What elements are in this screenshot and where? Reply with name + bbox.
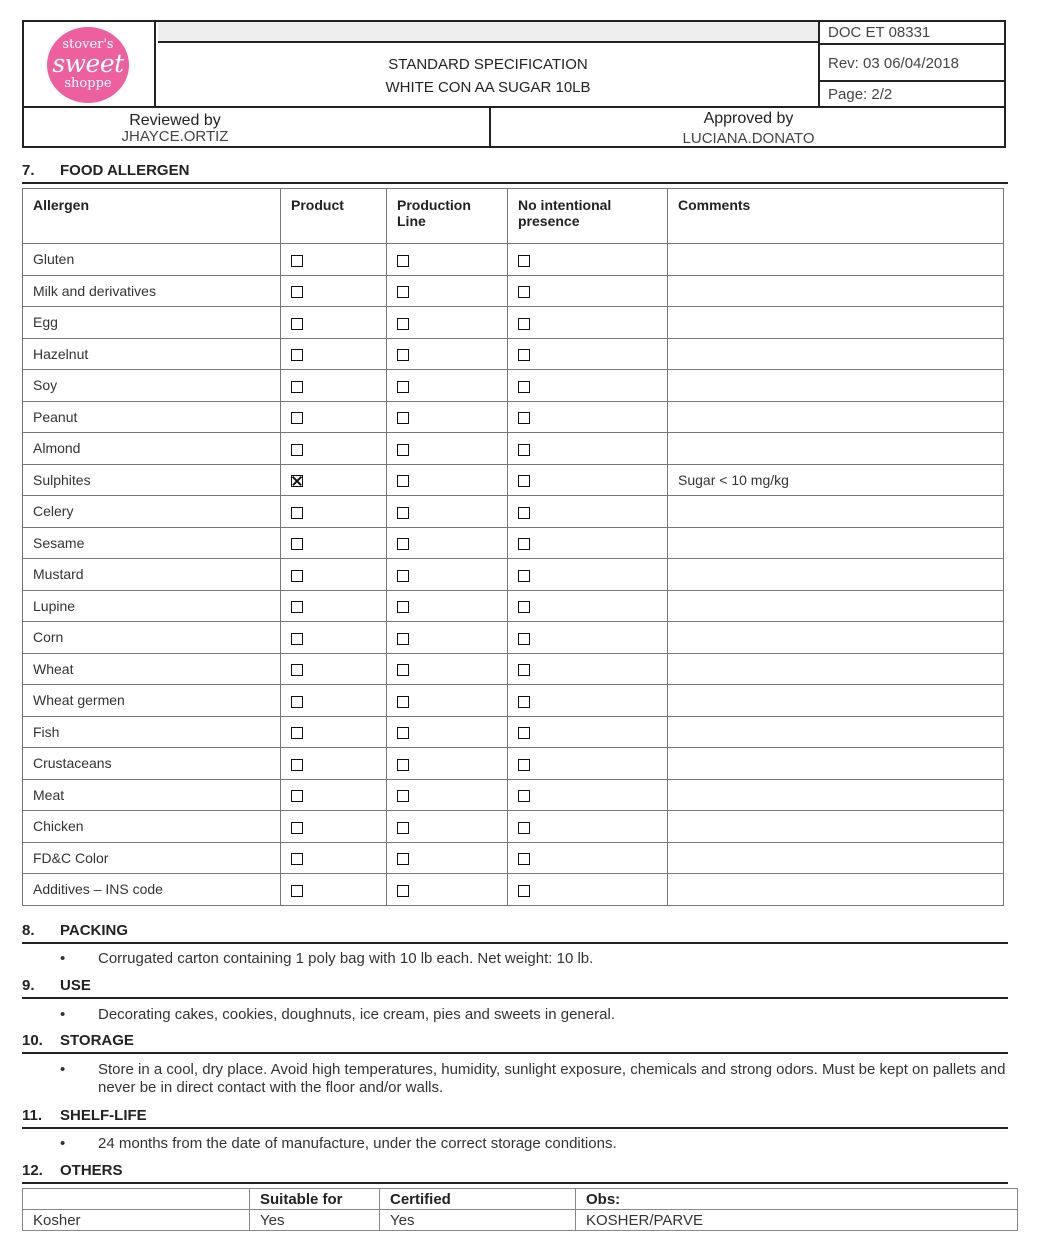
- company-logo: [47, 27, 129, 103]
- allergen-name: Hazelnut: [23, 338, 281, 370]
- others-cell-certified: Yes: [380, 1210, 576, 1231]
- allergen-row: [23, 559, 1004, 591]
- section-number: 9.: [22, 977, 35, 994]
- section-title: PACKING: [60, 922, 129, 939]
- section-storage: [22, 1030, 1008, 1054]
- allergen-line-checkbox[interactable]: [397, 853, 409, 865]
- allergen-name: Corn: [23, 622, 281, 654]
- section-number: 7.: [22, 162, 35, 179]
- allergen-product-cell: [281, 338, 387, 370]
- allergen-line-checkbox[interactable]: [397, 727, 409, 739]
- allergen-none-checkbox[interactable]: [518, 853, 530, 865]
- allergen-product-checkbox[interactable]: [291, 349, 303, 361]
- section-food-allergen: [22, 160, 1008, 184]
- section-title: FOOD ALLERGEN: [60, 162, 190, 179]
- allergen-line-checkbox[interactable]: [397, 664, 409, 676]
- allergen-none-cell: [508, 527, 668, 559]
- section-number: 11.: [22, 1107, 43, 1124]
- allergen-name: Lupine: [23, 590, 281, 622]
- allergen-line-checkbox[interactable]: [397, 286, 409, 298]
- allergen-none-checkbox[interactable]: [518, 822, 530, 834]
- allergen-name: Peanut: [23, 401, 281, 433]
- allergen-line-cell: [387, 653, 508, 685]
- logo-line-1: stover's: [62, 37, 114, 52]
- allergen-none-cell: [508, 401, 668, 433]
- allergen-none-cell: [508, 779, 668, 811]
- allergen-comment: [668, 307, 1004, 339]
- logo-line-2: sweet: [52, 49, 124, 78]
- allergen-product-checkbox[interactable]: [291, 633, 303, 645]
- allergen-name: Mustard: [23, 559, 281, 591]
- others-col-certified: Certified: [380, 1189, 576, 1210]
- allergen-line-checkbox[interactable]: [397, 444, 409, 456]
- allergen-row: [23, 275, 1004, 307]
- allergen-name: Milk and derivatives: [23, 275, 281, 307]
- allergen-line-checkbox[interactable]: [397, 349, 409, 361]
- allergen-name: Wheat germen: [23, 685, 281, 717]
- allergen-comment: [668, 559, 1004, 591]
- allergen-comment: [668, 401, 1004, 433]
- allergen-none-cell: [508, 433, 668, 465]
- allergen-none-checkbox[interactable]: [518, 318, 530, 330]
- others-col-obs: Obs:: [576, 1189, 1018, 1210]
- allergen-comment: Sugar < 10 mg/kg: [668, 464, 1004, 496]
- allergen-none-cell: [508, 685, 668, 717]
- allergen-row: [23, 464, 1004, 496]
- allergen-line-checkbox[interactable]: [397, 507, 409, 519]
- allergen-name: FD&C Color: [23, 842, 281, 874]
- bullet-symbol: •: [60, 1061, 66, 1078]
- allergen-none-checkbox[interactable]: [518, 601, 530, 613]
- shelf-life-bullet: [0, 1135, 1040, 1155]
- allergen-line-checkbox[interactable]: [397, 601, 409, 613]
- allergen-product-checkbox[interactable]: [291, 286, 303, 298]
- bullet-symbol: •: [60, 950, 66, 967]
- allergen-product-cell: [281, 559, 387, 591]
- approved-by-value: LUCIANA.DONATO: [682, 130, 815, 147]
- allergen-none-checkbox[interactable]: [518, 475, 530, 487]
- allergen-none-cell: [508, 842, 668, 874]
- allergen-product-checkbox[interactable]: [291, 696, 303, 708]
- allergen-row: [23, 779, 1004, 811]
- allergen-comment: [668, 811, 1004, 843]
- allergen-product-checkbox[interactable]: [291, 381, 303, 393]
- product-title: WHITE CON AA SUGAR 10LB: [385, 79, 591, 96]
- others-cell-obs: KOSHER/PARVE: [576, 1210, 1018, 1231]
- allergen-product-checkbox[interactable]: [291, 507, 303, 519]
- allergen-name: Egg: [23, 307, 281, 339]
- allergen-none-cell: [508, 590, 668, 622]
- allergen-table-header: [23, 189, 1004, 244]
- col-allergen: Allergen: [23, 189, 281, 244]
- allergen-none-cell: [508, 307, 668, 339]
- allergen-product-cell: [281, 370, 387, 402]
- allergen-row: [23, 590, 1004, 622]
- allergen-name: Almond: [23, 433, 281, 465]
- allergen-none-checkbox[interactable]: [518, 444, 530, 456]
- col-no-intentional-presence: No intentional presence: [508, 189, 668, 244]
- packing-bullet: [0, 950, 1040, 970]
- page-number: Page: 2/2: [828, 86, 893, 103]
- allergen-product-checkbox[interactable]: [291, 444, 303, 456]
- allergen-product-cell: [281, 590, 387, 622]
- section-number: 12.: [22, 1162, 43, 1179]
- allergen-product-checkbox[interactable]: [291, 475, 303, 487]
- allergen-comment: [668, 244, 1004, 276]
- allergen-none-checkbox[interactable]: [518, 664, 530, 676]
- allergen-line-checkbox[interactable]: [397, 696, 409, 708]
- allergen-row: [23, 716, 1004, 748]
- section-shelf-life: [22, 1105, 1008, 1129]
- allergen-row: [23, 874, 1004, 906]
- others-cell-type: Kosher: [23, 1210, 250, 1231]
- allergen-none-checkbox[interactable]: [518, 790, 530, 802]
- section-number: 10.: [22, 1032, 43, 1049]
- others-table-header: [23, 1189, 1018, 1210]
- allergen-line-checkbox[interactable]: [397, 381, 409, 393]
- allergen-product-cell: [281, 496, 387, 528]
- packing-text: Corrugated carton containing 1 poly bag with 10 lb each. Net weight: 10 lb.: [98, 950, 594, 967]
- allergen-row: [23, 685, 1004, 717]
- storage-bullet: [0, 1061, 1040, 1101]
- allergen-line-cell: [387, 622, 508, 654]
- allergen-comment: [668, 496, 1004, 528]
- approved-by-label: Approved by: [703, 110, 794, 127]
- allergen-name: Crustaceans: [23, 748, 281, 780]
- allergen-none-cell: [508, 244, 668, 276]
- bullet-symbol: •: [60, 1135, 66, 1152]
- allergen-product-checkbox[interactable]: [291, 885, 303, 897]
- allergen-line-checkbox[interactable]: [397, 255, 409, 267]
- allergen-none-checkbox[interactable]: [518, 255, 530, 267]
- col-product: Product: [281, 189, 387, 244]
- allergen-none-checkbox[interactable]: [518, 633, 530, 645]
- allergen-row: [23, 401, 1004, 433]
- allergen-none-checkbox[interactable]: [518, 381, 530, 393]
- allergen-product-cell: [281, 779, 387, 811]
- header-shade-bar: [158, 22, 818, 43]
- bullet-symbol: •: [60, 1006, 66, 1023]
- allergen-product-cell: [281, 401, 387, 433]
- allergen-product-checkbox[interactable]: [291, 412, 303, 424]
- allergen-none-checkbox[interactable]: [518, 349, 530, 361]
- allergen-row: [23, 244, 1004, 276]
- allergen-line-checkbox[interactable]: [397, 475, 409, 487]
- allergen-none-cell: [508, 811, 668, 843]
- allergen-name: Sulphites: [23, 464, 281, 496]
- section-title: SHELF-LIFE: [60, 1107, 147, 1124]
- others-table: [22, 1188, 1018, 1231]
- allergen-line-checkbox[interactable]: [397, 538, 409, 550]
- allergen-row: [23, 622, 1004, 654]
- allergen-comment: [668, 622, 1004, 654]
- allergen-line-cell: [387, 779, 508, 811]
- allergen-none-cell: [508, 559, 668, 591]
- allergen-line-cell: [387, 842, 508, 874]
- shelf-life-text: 24 months from the date of manufacture, under the correct storage conditions.: [98, 1135, 617, 1152]
- allergen-line-checkbox[interactable]: [397, 412, 409, 424]
- allergen-product-cell: [281, 874, 387, 906]
- allergen-product-checkbox[interactable]: [291, 570, 303, 582]
- allergen-comment: [668, 275, 1004, 307]
- allergen-product-checkbox[interactable]: [291, 727, 303, 739]
- allergen-comment: [668, 653, 1004, 685]
- allergen-line-cell: [387, 401, 508, 433]
- allergen-product-checkbox[interactable]: [291, 255, 303, 267]
- allergen-none-cell: [508, 464, 668, 496]
- allergen-name: Gluten: [23, 244, 281, 276]
- allergen-comment: [668, 874, 1004, 906]
- allergen-row: [23, 338, 1004, 370]
- allergen-product-checkbox[interactable]: [291, 790, 303, 802]
- allergen-line-cell: [387, 307, 508, 339]
- allergen-none-cell: [508, 275, 668, 307]
- allergen-none-checkbox[interactable]: [518, 727, 530, 739]
- revision-date: Rev: 03 06/04/2018: [820, 45, 1006, 82]
- allergen-line-checkbox[interactable]: [397, 570, 409, 582]
- section-use: [22, 975, 1008, 999]
- allergen-comment: [668, 685, 1004, 717]
- allergen-name: Additives – INS code: [23, 874, 281, 906]
- allergen-none-checkbox[interactable]: [518, 412, 530, 424]
- allergen-line-cell: [387, 275, 508, 307]
- allergen-product-checkbox[interactable]: [291, 664, 303, 676]
- allergen-line-cell: [387, 464, 508, 496]
- allergen-row: [23, 842, 1004, 874]
- allergen-comment: [668, 716, 1004, 748]
- use-text: Decorating cakes, cookies, doughnuts, ice cream, pies and sweets in general.: [98, 1006, 615, 1023]
- allergen-none-cell: [508, 370, 668, 402]
- allergen-name: Wheat: [23, 653, 281, 685]
- allergen-comment: [668, 527, 1004, 559]
- allergen-product-checkbox[interactable]: [291, 822, 303, 834]
- others-col-blank: [23, 1189, 250, 1210]
- section-title: OTHERS: [60, 1162, 123, 1179]
- allergen-line-checkbox[interactable]: [397, 790, 409, 802]
- allergen-comment: [668, 338, 1004, 370]
- allergen-table: [22, 188, 1004, 906]
- allergen-product-checkbox[interactable]: [291, 853, 303, 865]
- allergen-none-cell: [508, 716, 668, 748]
- allergen-none-cell: [508, 874, 668, 906]
- allergen-comment: [668, 433, 1004, 465]
- section-title: STORAGE: [60, 1032, 134, 1049]
- allergen-line-checkbox[interactable]: [397, 633, 409, 645]
- allergen-none-checkbox[interactable]: [518, 759, 530, 771]
- allergen-row: [23, 433, 1004, 465]
- allergen-line-checkbox[interactable]: [397, 318, 409, 330]
- allergen-product-cell: [281, 842, 387, 874]
- allergen-comment: [668, 779, 1004, 811]
- allergen-line-cell: [387, 685, 508, 717]
- allergen-none-checkbox[interactable]: [518, 885, 530, 897]
- spec-title: STANDARD SPECIFICATION: [388, 56, 588, 73]
- allergen-product-checkbox[interactable]: [291, 318, 303, 330]
- allergen-none-cell: [508, 748, 668, 780]
- logo-line-3: shoppe: [64, 76, 112, 91]
- allergen-product-cell: [281, 653, 387, 685]
- allergen-product-cell: [281, 464, 387, 496]
- allergen-comment: [668, 370, 1004, 402]
- allergen-name: Sesame: [23, 527, 281, 559]
- allergen-line-cell: [387, 590, 508, 622]
- allergen-line-cell: [387, 811, 508, 843]
- allergen-line-checkbox[interactable]: [397, 885, 409, 897]
- allergen-product-cell: [281, 275, 387, 307]
- allergen-line-checkbox[interactable]: [397, 822, 409, 834]
- allergen-none-checkbox[interactable]: [518, 538, 530, 550]
- allergen-line-cell: [387, 433, 508, 465]
- allergen-line-cell: [387, 716, 508, 748]
- section-title: USE: [60, 977, 91, 994]
- allergen-line-cell: [387, 748, 508, 780]
- allergen-name: Meat: [23, 779, 281, 811]
- allergen-none-checkbox[interactable]: [518, 286, 530, 298]
- allergen-product-cell: [281, 244, 387, 276]
- allergen-row: [23, 496, 1004, 528]
- allergen-name: Chicken: [23, 811, 281, 843]
- allergen-product-cell: [281, 307, 387, 339]
- allergen-row: [23, 811, 1004, 843]
- allergen-product-cell: [281, 748, 387, 780]
- allergen-row: [23, 527, 1004, 559]
- allergen-product-cell: [281, 716, 387, 748]
- allergen-line-cell: [387, 370, 508, 402]
- allergen-name: Celery: [23, 496, 281, 528]
- allergen-line-cell: [387, 244, 508, 276]
- allergen-comment: [668, 842, 1004, 874]
- use-bullet: [0, 1006, 1040, 1026]
- allergen-product-cell: [281, 527, 387, 559]
- header-row-separator: [22, 106, 1006, 108]
- allergen-none-cell: [508, 622, 668, 654]
- doc-number: DOC ET 08331: [820, 20, 1006, 45]
- allergen-row: [23, 370, 1004, 402]
- allergen-product-cell: [281, 433, 387, 465]
- allergen-product-cell: [281, 685, 387, 717]
- others-col-suitable-for: Suitable for: [250, 1189, 380, 1210]
- allergen-none-cell: [508, 338, 668, 370]
- allergen-product-checkbox[interactable]: [291, 601, 303, 613]
- allergen-line-cell: [387, 559, 508, 591]
- allergen-name: Fish: [23, 716, 281, 748]
- allergen-none-checkbox[interactable]: [518, 696, 530, 708]
- others-cell-suitable: Yes: [250, 1210, 380, 1231]
- storage-text: Store in a cool, dry place. Avoid high temperatures, humidity, sunlight exposure, chemicals and strong odors. Must be kept on pallets and never be in direct contact with the floor and/or walls.: [98, 1061, 1006, 1096]
- allergen-product-cell: [281, 811, 387, 843]
- allergen-product-checkbox[interactable]: [291, 538, 303, 550]
- section-others: [22, 1160, 1008, 1184]
- allergen-row: [23, 653, 1004, 685]
- allergen-name: Soy: [23, 370, 281, 402]
- allergen-comment: [668, 748, 1004, 780]
- allergen-line-cell: [387, 874, 508, 906]
- others-table-row: [23, 1210, 1018, 1231]
- allergen-row: [23, 748, 1004, 780]
- allergen-product-checkbox[interactable]: [291, 759, 303, 771]
- allergen-row: [23, 307, 1004, 339]
- allergen-product-cell: [281, 622, 387, 654]
- section-number: 8.: [22, 922, 35, 939]
- col-comments: Comments: [668, 189, 1004, 244]
- reviewed-by-label: Reviewed by: [129, 112, 221, 129]
- col-production-line: Production Line: [387, 189, 508, 244]
- allergen-line-checkbox[interactable]: [397, 759, 409, 771]
- allergen-none-cell: [508, 496, 668, 528]
- allergen-none-checkbox[interactable]: [518, 507, 530, 519]
- allergen-none-checkbox[interactable]: [518, 570, 530, 582]
- reviewed-by-value: JHAYCE.ORTIZ: [121, 128, 229, 145]
- allergen-line-cell: [387, 496, 508, 528]
- allergen-line-cell: [387, 527, 508, 559]
- allergen-line-cell: [387, 338, 508, 370]
- allergen-comment: [668, 590, 1004, 622]
- allergen-none-cell: [508, 653, 668, 685]
- section-packing: [22, 920, 1008, 944]
